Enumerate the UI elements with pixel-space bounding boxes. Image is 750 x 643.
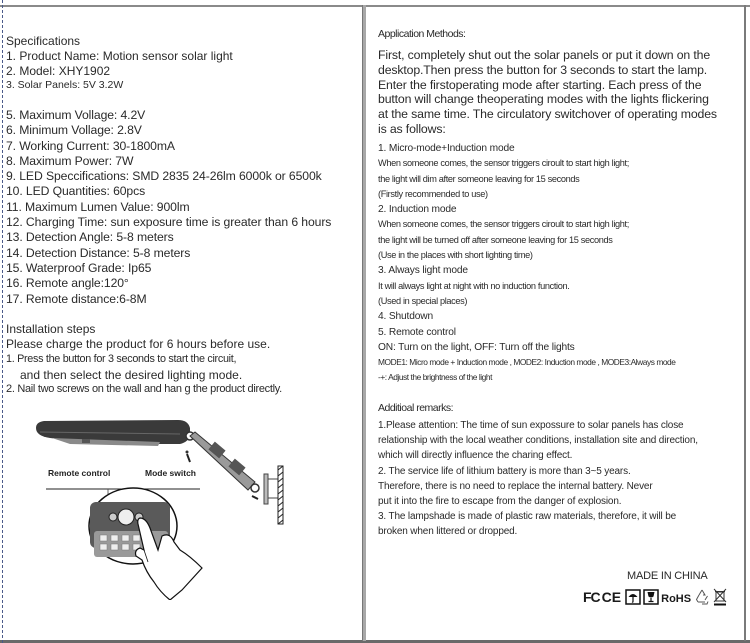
mode-line: MODE1: Micro mode + Induction mode , MODE2: Induction mode , MODE3:Always mode xyxy=(378,357,676,368)
mode-line: -+: Adjust the brightness of the light xyxy=(378,372,492,383)
keep-dry-umbrella-icon xyxy=(625,589,641,605)
spec-item: 17. Remote distance:6-8M xyxy=(6,291,147,306)
intro-line: desktop.Then press the button for 3 seconds to start the lamp. xyxy=(378,62,708,77)
page-border-right xyxy=(744,5,746,641)
mode-line: ON: Turn on the light, OFF: Turn off the lights xyxy=(378,341,575,353)
installation-note: Please charge the product for 6 hours before use. xyxy=(6,337,271,351)
intro-line: Enter the firstoperating mode after starting. Each press of the xyxy=(378,77,702,92)
mode-line: 5. Remote control xyxy=(378,326,456,338)
weee-crossed-bin-icon xyxy=(713,588,727,606)
mode-line: When someone comes, the sensor triggers ciroult to start high light; xyxy=(378,158,629,169)
mode-line: 1. Micro-mode+Induction mode xyxy=(378,143,515,154)
fold-line-left xyxy=(2,0,3,643)
intro-line: button will change theoperating modes with the lights flickering xyxy=(378,92,709,107)
fcc-mark-icon: FC xyxy=(583,589,600,605)
spec-item: 1. Product Name: Motion sensor solar light xyxy=(6,49,233,63)
page-divider xyxy=(362,5,366,641)
spec-list xyxy=(6,108,331,307)
spec-item: 5. Maximum Vollage: 4.2V xyxy=(6,108,146,122)
page-border-top xyxy=(0,5,750,7)
specifications-heading: Specifications xyxy=(6,34,81,48)
solar-lamp-illustration xyxy=(30,410,300,600)
spec-item: 16. Remote angle:120° xyxy=(6,276,129,291)
mode-line: When someone comes, the sensor triggers ciroult to start high light; xyxy=(378,219,629,230)
spec-item: 8. Maximum Power: 7W xyxy=(6,153,134,168)
remark-line: 3. The lampshade is made of plastic raw materials, therefore, it will be xyxy=(378,511,677,523)
ce-mark-icon: CE xyxy=(601,589,622,605)
spec-item: 9. LED Speccifications: SMD 2835 24-26lm 6000k or 6500k xyxy=(6,169,322,184)
spec-item: 10. LED Quantities: 60pcs xyxy=(6,184,146,199)
mode-line: 4. Shutdown xyxy=(378,311,433,323)
installation-step-1: 1. Press the button for 3 seconds to start the circuit, xyxy=(6,353,237,365)
application-intro xyxy=(378,48,740,137)
spec-item: 14. Detection Distance: 5-8 meters xyxy=(6,245,191,260)
spec-item: 2. Model: XHY1902 xyxy=(6,64,111,79)
mode-line: It will always light at night with no induction function. xyxy=(378,280,570,291)
remote-control-label: Remote control xyxy=(48,468,111,478)
spec-item: 12. Charging Time: sun exposure time is greater than 6 hours xyxy=(6,215,332,230)
made-in-china-label: MADE IN CHINA xyxy=(627,570,708,582)
mode-line: 2. Induction mode xyxy=(378,204,457,216)
remark-line: which will directly influence the charing effect. xyxy=(378,450,573,462)
installation-step-2: 2. Nail two screws on the wall and han g the product directly. xyxy=(6,383,282,395)
mode-line: (Firstly recommended to use) xyxy=(378,188,488,199)
solar-lamp-icon xyxy=(36,420,194,446)
installation-heading: Installation steps xyxy=(6,322,96,336)
installation-illustration xyxy=(30,410,300,600)
mode-line: 3. Always light mode xyxy=(378,265,468,277)
spec-item: 11. Maximum Lumen Value: 900lm xyxy=(6,199,190,214)
spec-item: 7. Working Current: 30-1800mA xyxy=(6,138,175,153)
application-methods-heading: Application Methods: xyxy=(378,28,466,40)
intro-line: First, completely shut out the solar panels or put it down on the xyxy=(378,48,711,62)
spec-item-cropped: 3. Solar Panels: 5V 3.2W xyxy=(6,79,124,89)
remark-line: 1.Please attention: The time of sun expossure to solar panels has close xyxy=(378,420,684,431)
remark-line: broken when littered or dropped. xyxy=(378,526,518,538)
wall-bracket-icon xyxy=(264,466,283,524)
spec-item: 6. Minimum Vollage: 2.8V xyxy=(6,123,142,138)
intro-line: is as follows: xyxy=(378,121,446,136)
additional-remarks-heading: Additioal remarks: xyxy=(378,402,454,414)
mode-switch-label: Mode switch xyxy=(145,468,197,478)
certification-marks xyxy=(583,587,727,607)
rohs-mark-icon: RoHS xyxy=(661,593,692,605)
installation-step-1-continued: and then select the desired lighting mode. xyxy=(20,368,243,382)
remark-line: put it into the fire to escape from the danger of explosion. xyxy=(378,496,622,508)
operating-modes-list xyxy=(378,141,675,386)
mode-line: the light will be turned off after someone leaving for 15 seconds xyxy=(378,234,613,245)
remarks-list xyxy=(378,418,698,540)
remark-line: Therefore, there is no need to replace the internal battery. Never xyxy=(378,480,653,492)
spec-item: 15. Waterproof Grade: Ip65 xyxy=(6,260,152,275)
recycle-icon xyxy=(693,588,711,606)
remark-line: 2. The service life of lithium battery is more than 3~5 years. xyxy=(378,465,631,477)
spec-list-top xyxy=(6,49,233,88)
spec-item: 13. Detection Angle: 5-8 meters xyxy=(6,230,174,245)
mode-line: the light will dim after someone leaving for 15 seconds xyxy=(378,173,580,184)
intro-line: at the same time. The circulatory switchover of operating modes xyxy=(378,107,717,122)
remark-line: relationship with the local weather conditions, installation site and direction, xyxy=(378,435,698,447)
fragile-glass-icon xyxy=(643,589,659,605)
mode-line: (Use in the places with short lighting time) xyxy=(378,250,533,261)
mode-line: (Used in special places) xyxy=(378,295,468,306)
